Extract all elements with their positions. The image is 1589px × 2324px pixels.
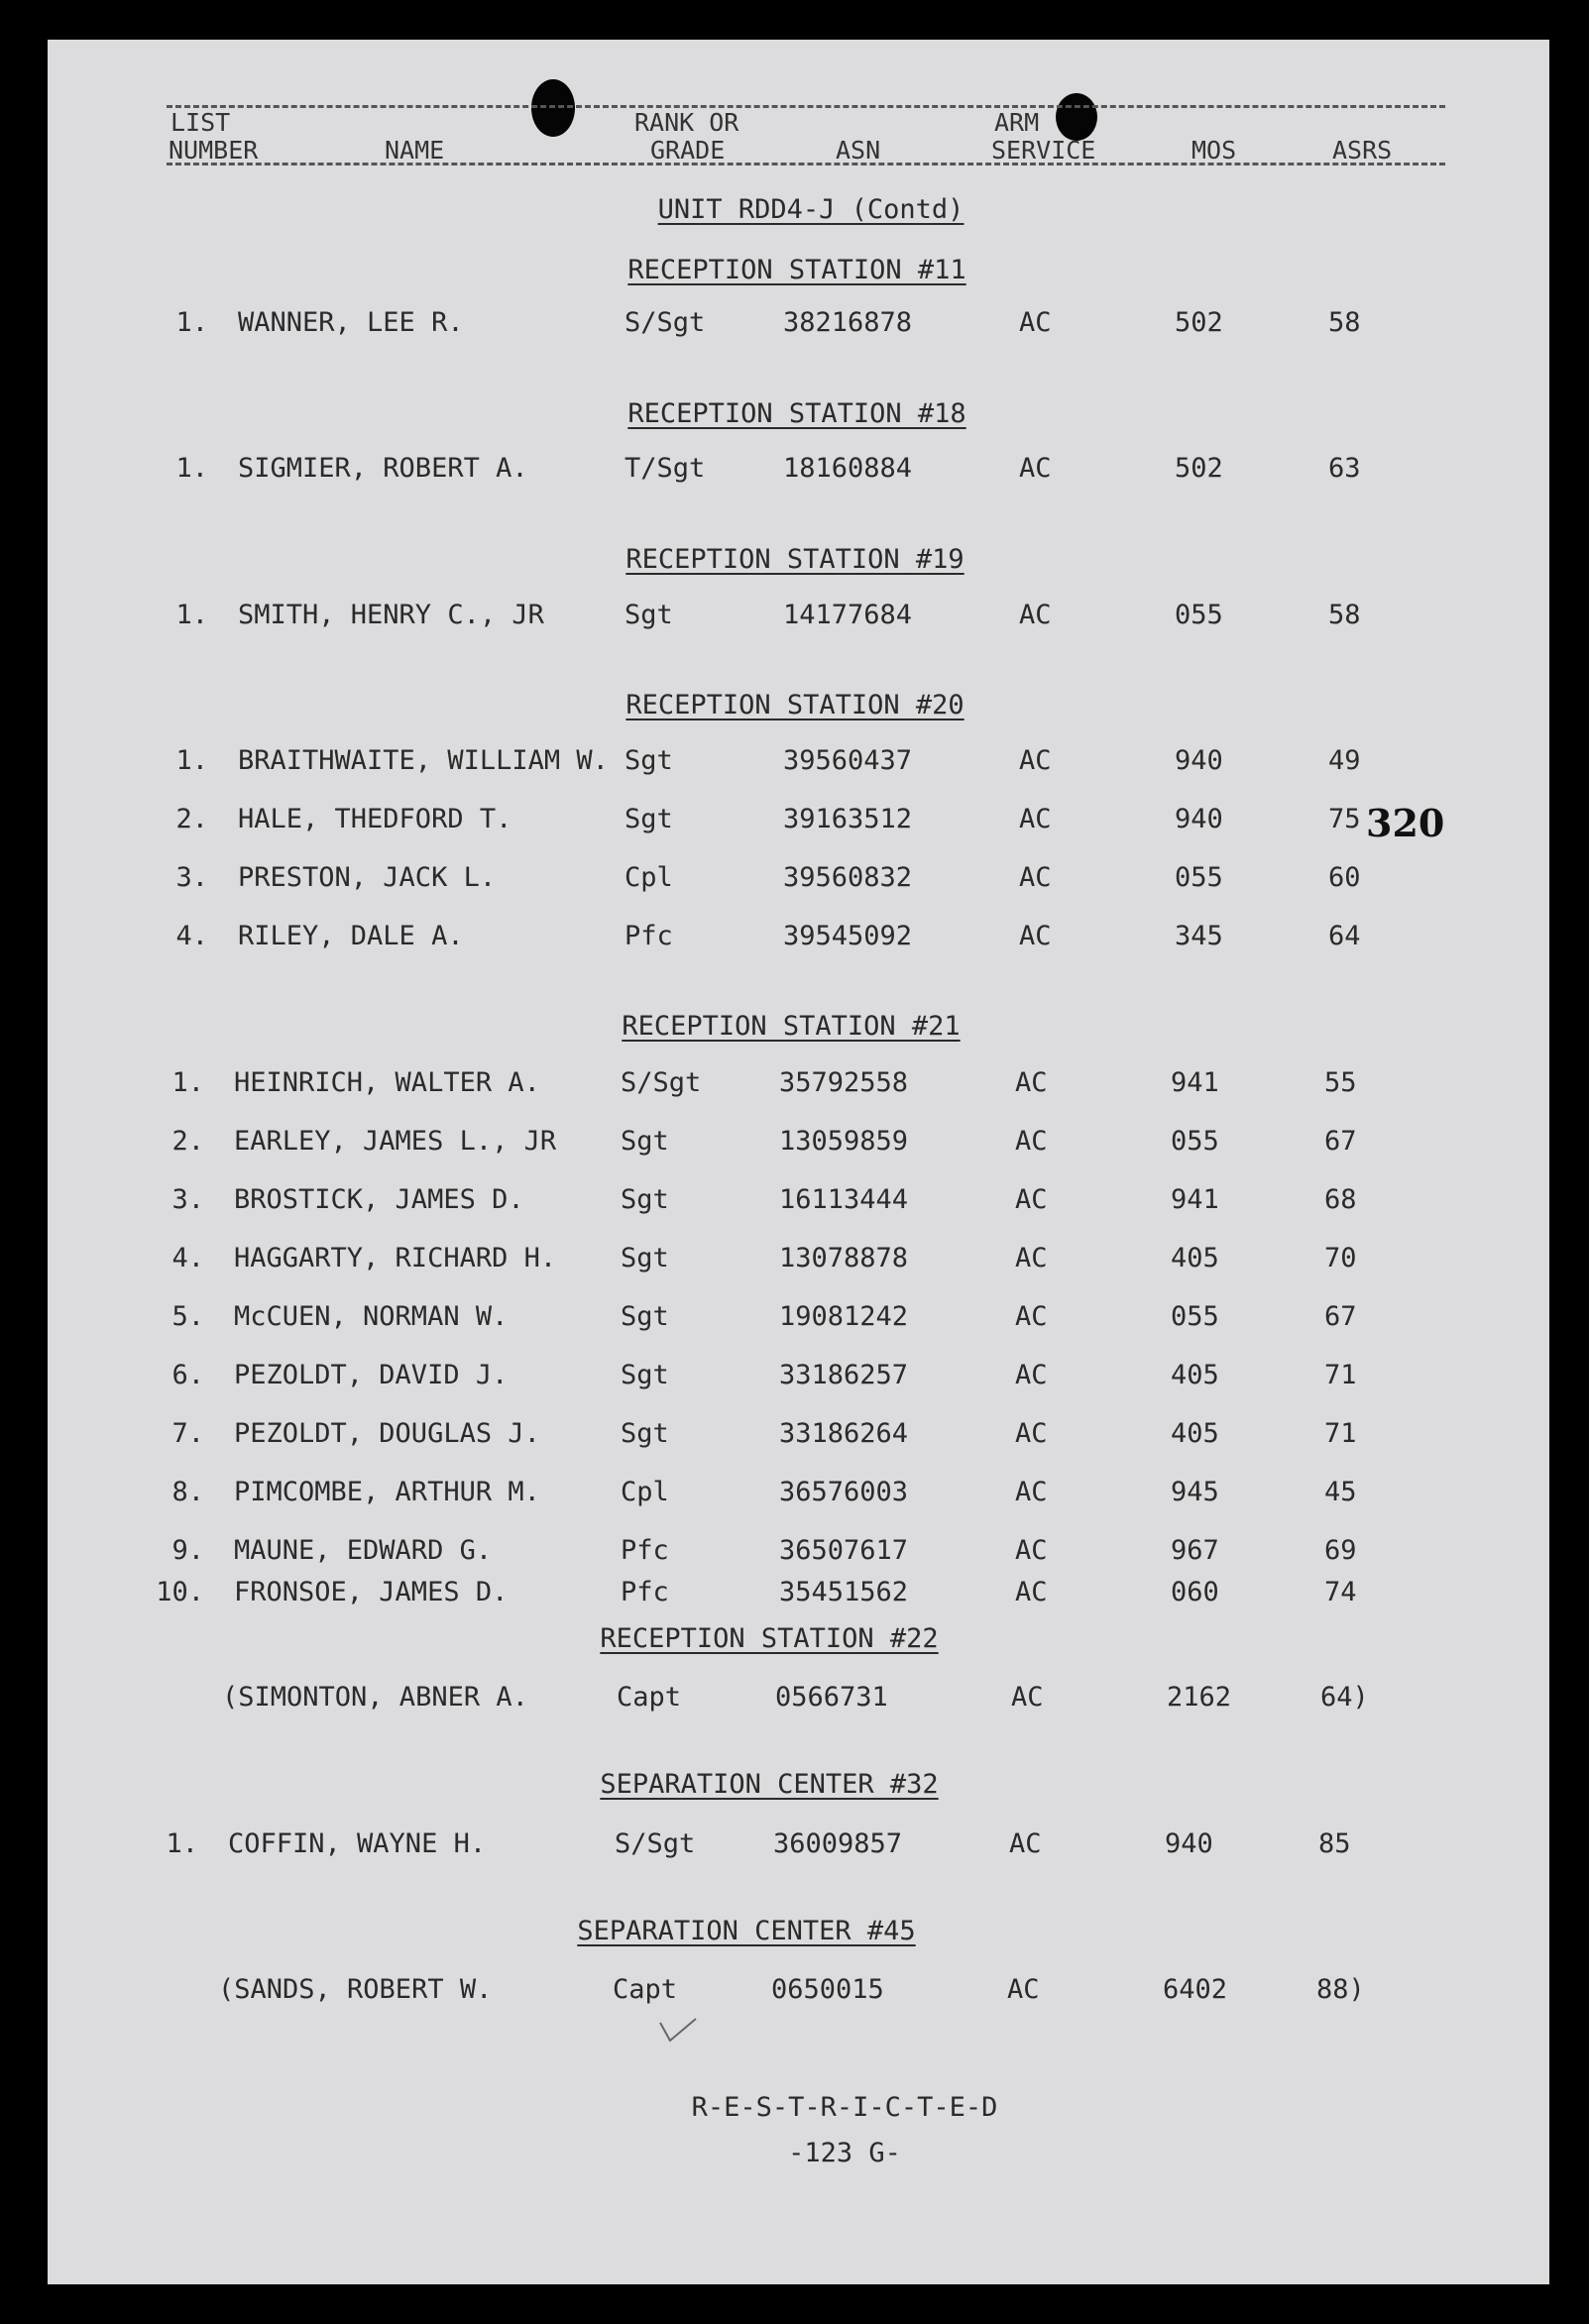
rank-grade: S/Sgt bbox=[624, 307, 706, 338]
table-row bbox=[0, 1419, 1585, 1449]
classification-footer: R-E-S-T-R-I-C-T-E-D bbox=[691, 2092, 998, 2123]
section-title: RECEPTION STATION #11 bbox=[627, 255, 966, 285]
asn-value: 35451562 bbox=[779, 1577, 909, 1607]
soldier-name: COFFIN, WAYNE H. bbox=[228, 1828, 487, 1859]
asrs-value: 70 bbox=[1324, 1243, 1357, 1273]
table-row bbox=[0, 1185, 1585, 1215]
table-row bbox=[0, 1578, 1585, 1607]
rank-grade: T/Sgt bbox=[624, 453, 706, 484]
header-list: LIST bbox=[170, 108, 231, 137]
mos-value: 055 bbox=[1175, 862, 1223, 893]
list-number: 1. bbox=[175, 453, 208, 484]
punch-hole-right bbox=[1056, 93, 1097, 141]
header-grade: GRADE bbox=[650, 136, 726, 165]
soldier-name: (SANDS, ROBERT W. bbox=[218, 1974, 493, 2005]
checkmark-icon bbox=[658, 2017, 698, 2045]
page-number: -123 G- bbox=[788, 2138, 901, 2168]
mos-value: 405 bbox=[1171, 1243, 1219, 1273]
asn-value: 36009857 bbox=[773, 1828, 903, 1859]
asrs-value: 69 bbox=[1324, 1535, 1357, 1566]
arm-service: AC bbox=[1015, 1418, 1048, 1449]
rank-grade: Sgt bbox=[621, 1243, 669, 1273]
list-number: 1. bbox=[175, 745, 208, 776]
header-rule-top bbox=[167, 105, 1445, 108]
arm-service: AC bbox=[1015, 1126, 1048, 1157]
arm-service: AC bbox=[1009, 1828, 1042, 1859]
soldier-name: BRAITHWAITE, WILLIAM W. bbox=[238, 745, 609, 776]
soldier-name: PIMCOMBE, ARTHUR M. bbox=[234, 1477, 540, 1507]
asrs-value: 55 bbox=[1324, 1067, 1357, 1098]
header-asn: ASN bbox=[836, 136, 881, 165]
soldier-name: HEINRICH, WALTER A. bbox=[234, 1067, 540, 1098]
soldier-name: HAGGARTY, RICHARD H. bbox=[234, 1243, 557, 1273]
rank-grade: Sgt bbox=[621, 1184, 669, 1215]
rank-grade: Sgt bbox=[621, 1301, 669, 1332]
rank-grade: Pfc bbox=[621, 1535, 669, 1566]
mos-value: 941 bbox=[1171, 1067, 1219, 1098]
table-row bbox=[0, 454, 1589, 484]
asn-value: 36576003 bbox=[779, 1477, 909, 1507]
table-row bbox=[0, 746, 1589, 776]
arm-service: AC bbox=[1007, 1974, 1040, 2005]
rank-grade: Pfc bbox=[624, 921, 673, 951]
asn-value: 39560437 bbox=[783, 745, 913, 776]
arm-service: AC bbox=[1015, 1067, 1048, 1098]
asn-value: 38216878 bbox=[783, 307, 913, 338]
asn-value: 18160884 bbox=[783, 453, 913, 484]
asrs-value: 67 bbox=[1324, 1301, 1357, 1332]
list-number: 1. bbox=[171, 1067, 204, 1098]
soldier-name: BROSTICK, JAMES D. bbox=[234, 1184, 524, 1215]
list-number: 9. bbox=[171, 1535, 204, 1566]
rank-grade: Sgt bbox=[621, 1418, 669, 1449]
asn-value: 16113444 bbox=[779, 1184, 909, 1215]
list-number: 1. bbox=[175, 307, 208, 338]
mos-value: 502 bbox=[1175, 307, 1223, 338]
asrs-value: 45 bbox=[1324, 1477, 1357, 1507]
arm-service: AC bbox=[1015, 1243, 1048, 1273]
document-page bbox=[48, 40, 1549, 2284]
mos-value: 2162 bbox=[1167, 1682, 1232, 1713]
soldier-name: PEZOLDT, DAVID J. bbox=[234, 1360, 509, 1390]
arm-service: AC bbox=[1019, 453, 1052, 484]
arm-service: AC bbox=[1019, 307, 1052, 338]
unit-title: UNIT RDD4-J (Contd) bbox=[657, 194, 965, 225]
mos-value: 945 bbox=[1171, 1477, 1219, 1507]
arm-service: AC bbox=[1011, 1682, 1044, 1713]
asn-value: 13078878 bbox=[779, 1243, 909, 1273]
arm-service: AC bbox=[1015, 1477, 1048, 1507]
mos-value: 941 bbox=[1171, 1184, 1219, 1215]
arm-service: AC bbox=[1015, 1535, 1048, 1566]
asn-value: 13059859 bbox=[779, 1126, 909, 1157]
asrs-value: 49 bbox=[1328, 745, 1361, 776]
list-number: 5. bbox=[171, 1301, 204, 1332]
section-title: RECEPTION STATION #22 bbox=[600, 1623, 939, 1654]
list-number: 2. bbox=[175, 804, 208, 834]
section-title: SEPARATION CENTER #32 bbox=[600, 1769, 939, 1800]
list-number: 8. bbox=[171, 1477, 204, 1507]
arm-service: AC bbox=[1019, 804, 1052, 834]
soldier-name: SIGMIER, ROBERT A. bbox=[238, 453, 528, 484]
asn-value: 33186257 bbox=[779, 1360, 909, 1390]
asn-value: 39545092 bbox=[783, 921, 913, 951]
mos-value: 940 bbox=[1175, 745, 1223, 776]
mos-value: 6402 bbox=[1163, 1974, 1228, 2005]
table-row bbox=[0, 1536, 1585, 1566]
list-number: 4. bbox=[175, 921, 208, 951]
soldier-name: HALE, THEDFORD T. bbox=[238, 804, 512, 834]
soldier-name: McCUEN, NORMAN W. bbox=[234, 1301, 509, 1332]
rank-grade: Sgt bbox=[624, 600, 673, 630]
mos-value: 940 bbox=[1175, 804, 1223, 834]
header-asrs: ASRS bbox=[1332, 136, 1393, 165]
asn-value: 35792558 bbox=[779, 1067, 909, 1098]
asrs-value: 63 bbox=[1328, 453, 1361, 484]
asrs-value: 68 bbox=[1324, 1184, 1357, 1215]
asrs-value: 58 bbox=[1328, 307, 1361, 338]
mos-value: 405 bbox=[1171, 1360, 1219, 1390]
section-title: RECEPTION STATION #18 bbox=[627, 398, 966, 429]
asn-value: 14177684 bbox=[783, 600, 913, 630]
soldier-name: PRESTON, JACK L. bbox=[238, 862, 497, 893]
mos-value: 967 bbox=[1171, 1535, 1219, 1566]
section-title: SEPARATION CENTER #45 bbox=[577, 1916, 916, 1946]
asrs-value: 64 bbox=[1328, 921, 1361, 951]
table-row bbox=[0, 1478, 1585, 1507]
table-row bbox=[0, 1683, 1581, 1713]
mos-value: 405 bbox=[1171, 1418, 1219, 1449]
rank-grade: S/Sgt bbox=[615, 1828, 696, 1859]
header-rule-bottom bbox=[167, 163, 1445, 166]
rank-grade: Capt bbox=[617, 1682, 682, 1713]
rank-grade: Sgt bbox=[621, 1360, 669, 1390]
rank-grade: Sgt bbox=[624, 804, 673, 834]
table-row bbox=[0, 308, 1589, 338]
header-service: SERVICE bbox=[991, 136, 1096, 165]
list-number: 1. bbox=[166, 1828, 198, 1859]
list-number: 1. bbox=[175, 600, 208, 630]
asn-value: 0566731 bbox=[775, 1682, 888, 1713]
header-arm: ARM bbox=[994, 108, 1040, 137]
list-number: 10. bbox=[156, 1577, 204, 1607]
arm-service: AC bbox=[1015, 1577, 1048, 1607]
rank-grade: Cpl bbox=[621, 1477, 669, 1507]
arm-service: AC bbox=[1019, 745, 1052, 776]
list-number: 3. bbox=[175, 862, 208, 893]
rank-grade: Cpl bbox=[624, 862, 673, 893]
list-number: 6. bbox=[171, 1360, 204, 1390]
list-number: 3. bbox=[171, 1184, 204, 1215]
soldier-name: (SIMONTON, ABNER A. bbox=[222, 1682, 528, 1713]
table-row bbox=[0, 1361, 1585, 1390]
mos-value: 345 bbox=[1175, 921, 1223, 951]
rank-grade: Pfc bbox=[621, 1577, 669, 1607]
table-row bbox=[0, 1302, 1585, 1332]
asn-value: 33186264 bbox=[779, 1418, 909, 1449]
asrs-value: 64) bbox=[1320, 1682, 1369, 1713]
asrs-value: 75 bbox=[1328, 804, 1361, 834]
list-number: 4. bbox=[171, 1243, 204, 1273]
list-number: 7. bbox=[171, 1418, 204, 1449]
asn-value: 39163512 bbox=[783, 804, 913, 834]
soldier-name: FRONSOE, JAMES D. bbox=[234, 1577, 509, 1607]
asrs-value: 85 bbox=[1318, 1828, 1351, 1859]
rank-grade: Sgt bbox=[624, 745, 673, 776]
list-number: 2. bbox=[171, 1126, 204, 1157]
asrs-value: 67 bbox=[1324, 1126, 1357, 1157]
table-row bbox=[0, 1975, 1577, 2005]
section-title: RECEPTION STATION #21 bbox=[622, 1011, 961, 1042]
soldier-name: SMITH, HENRY C., JR bbox=[238, 600, 544, 630]
arm-service: AC bbox=[1015, 1301, 1048, 1332]
header-mos: MOS bbox=[1192, 136, 1237, 165]
mos-value: 060 bbox=[1171, 1577, 1219, 1607]
asrs-value: 71 bbox=[1324, 1360, 1357, 1390]
arm-service: AC bbox=[1015, 1184, 1048, 1215]
arm-service: AC bbox=[1019, 921, 1052, 951]
asn-value: 36507617 bbox=[779, 1535, 909, 1566]
header-rank-or: RANK OR bbox=[634, 108, 739, 137]
rank-grade: Sgt bbox=[621, 1126, 669, 1157]
margin-annotation: 320 bbox=[1366, 801, 1445, 845]
mos-value: 055 bbox=[1171, 1126, 1219, 1157]
table-row bbox=[0, 1127, 1585, 1157]
rank-grade: S/Sgt bbox=[621, 1067, 702, 1098]
arm-service: AC bbox=[1019, 862, 1052, 893]
soldier-name: MAUNE, EDWARD G. bbox=[234, 1535, 493, 1566]
rank-grade: Capt bbox=[613, 1974, 678, 2005]
asrs-value: 60 bbox=[1328, 862, 1361, 893]
arm-service: AC bbox=[1019, 600, 1052, 630]
table-row bbox=[0, 1068, 1585, 1098]
asn-value: 0650015 bbox=[771, 1974, 884, 2005]
asn-value: 19081242 bbox=[779, 1301, 909, 1332]
asrs-value: 74 bbox=[1324, 1577, 1357, 1607]
asrs-value: 71 bbox=[1324, 1418, 1357, 1449]
section-title: RECEPTION STATION #19 bbox=[625, 544, 965, 575]
table-row bbox=[0, 805, 1589, 834]
soldier-name: RILEY, DALE A. bbox=[238, 921, 464, 951]
soldier-name: WANNER, LEE R. bbox=[238, 307, 464, 338]
header-name: NAME bbox=[385, 136, 445, 165]
punch-hole-left bbox=[531, 79, 575, 137]
table-row bbox=[0, 922, 1589, 951]
arm-service: AC bbox=[1015, 1360, 1048, 1390]
mos-value: 502 bbox=[1175, 453, 1223, 484]
mos-value: 055 bbox=[1171, 1301, 1219, 1332]
soldier-name: EARLEY, JAMES L., JR bbox=[234, 1126, 557, 1157]
asn-value: 39560832 bbox=[783, 862, 913, 893]
table-row bbox=[0, 601, 1589, 630]
section-title: RECEPTION STATION #20 bbox=[625, 690, 965, 720]
header-number: NUMBER bbox=[169, 136, 259, 165]
mos-value: 055 bbox=[1175, 600, 1223, 630]
asrs-value: 58 bbox=[1328, 600, 1361, 630]
table-row bbox=[0, 1829, 1579, 1859]
mos-value: 940 bbox=[1165, 1828, 1213, 1859]
table-row bbox=[0, 863, 1589, 893]
table-row bbox=[0, 1244, 1585, 1273]
soldier-name: PEZOLDT, DOUGLAS J. bbox=[234, 1418, 540, 1449]
asrs-value: 88) bbox=[1316, 1974, 1365, 2005]
